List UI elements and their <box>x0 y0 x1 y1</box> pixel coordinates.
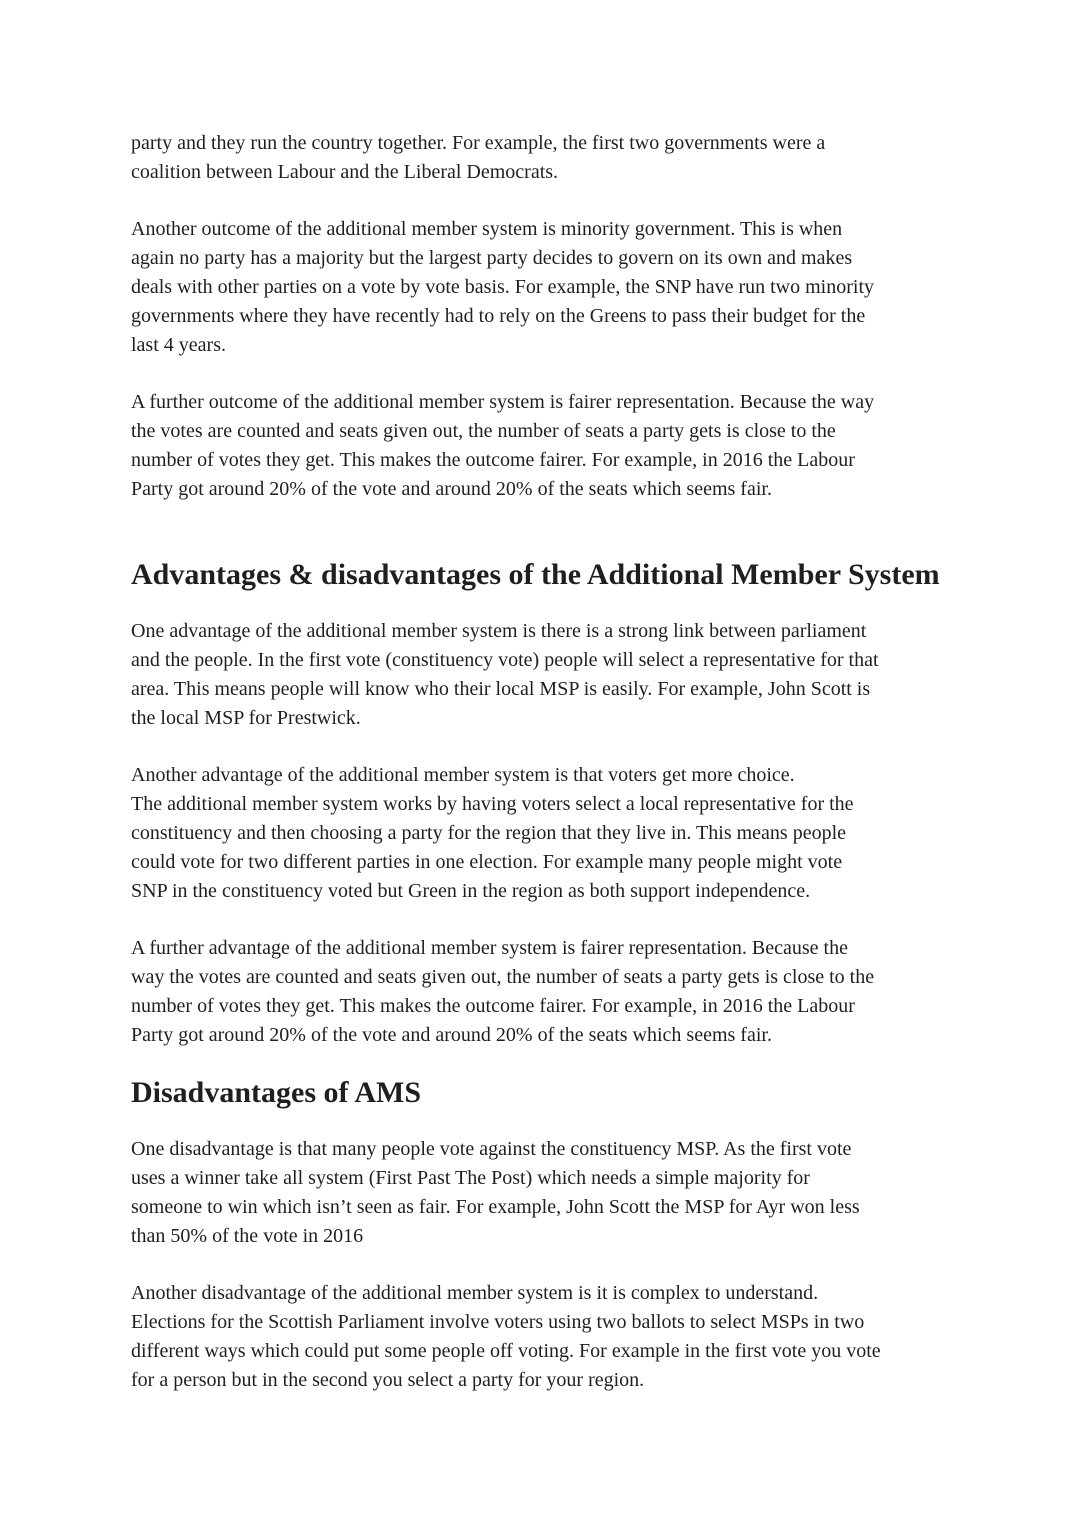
paragraph-more-choice <box>131 761 960 906</box>
text-line: governments where they have recently had to rely on the Greens to pass their budget for the <box>131 305 866 327</box>
section-heading-advantages-disadvantages: Advantages & disadvantages of the Additional Member System <box>131 558 940 591</box>
text-line: than 50% of the vote in 2016 <box>131 1225 364 1247</box>
text-line: constituency and then choosing a party for the region that they live in. This means people <box>131 822 846 844</box>
text-line: A further outcome of the additional member system is fairer representation. Because the way <box>131 391 875 413</box>
text-line: different ways which could put some people off voting. For example in the first vote you vote <box>131 1340 881 1362</box>
text-line: Another disadvantage of the additional member system is it is complex to understand. <box>131 1282 819 1304</box>
section-heading-disadvantages-ams: Disadvantages of AMS <box>131 1076 422 1109</box>
paragraph-vote-against-msp <box>131 1135 960 1251</box>
text-line: One disadvantage is that many people vote against the constituency MSP. As the first vote <box>131 1138 852 1160</box>
text-line: could vote for two different parties in one election. For example many people might vote <box>131 851 843 873</box>
text-line: again no party has a majority but the largest party decides to govern on its own and makes <box>131 247 853 269</box>
text-line: for a person but in the second you select a party for your region. <box>131 1369 645 1391</box>
text-line: Elections for the Scottish Parliament involve voters using two ballots to select MSPs in two <box>131 1311 865 1333</box>
text-line: coalition between Labour and the Liberal Democrats. <box>131 161 559 183</box>
paragraph-fairer-representation-outcome <box>131 388 960 504</box>
text-line: area. This means people will know who their local MSP is easily. For example, John Scott is <box>131 678 871 700</box>
text-line: number of votes they get. This makes the outcome fairer. For example, in 2016 the Labour <box>131 449 855 471</box>
paragraph-minority-government <box>131 215 960 360</box>
text-line: Another advantage of the additional member system is that voters get more choice. <box>131 764 795 786</box>
text-line: Party got around 20% of the vote and around 20% of the seats which seems fair. <box>131 478 772 500</box>
text-line: number of votes they get. This makes the outcome fairer. For example, in 2016 the Labour <box>131 995 855 1017</box>
text-line: deals with other parties on a vote by vote basis. For example, the SNP have run two minority <box>131 276 875 298</box>
text-line: Party got around 20% of the vote and around 20% of the seats which seems fair. <box>131 1024 772 1046</box>
text-line: way the votes are counted and seats given out, the number of seats a party gets is close to the <box>131 966 875 988</box>
text-line: the votes are counted and seats given out, the number of seats a party gets is close to the <box>131 420 836 442</box>
text-line: The additional member system works by having voters select a local representative for the <box>131 793 854 815</box>
paragraph-fairer-representation-advantage <box>131 934 960 1050</box>
paragraph-coalition <box>131 129 960 187</box>
paragraph-complex-to-understand <box>131 1279 960 1395</box>
paragraph-strong-link <box>131 617 960 733</box>
text-line: and the people. In the first vote (constituency vote) people will select a representative for that <box>131 649 879 671</box>
text-line: One advantage of the additional member system is there is a strong link between parliament <box>131 620 867 642</box>
text-line: Another outcome of the additional member system is minority government. This is when <box>131 218 843 240</box>
text-line: someone to win which isn’t seen as fair. For example, John Scott the MSP for Ayr won less <box>131 1196 860 1218</box>
text-line: the local MSP for Prestwick. <box>131 707 361 729</box>
text-line: SNP in the constituency voted but Green in the region as both support independence. <box>131 880 811 902</box>
text-line: party and they run the country together. For example, the first two governments were a <box>131 132 826 154</box>
text-line: last 4 years. <box>131 334 226 356</box>
text-line: uses a winner take all system (First Past The Post) which needs a simple majority for <box>131 1167 810 1189</box>
text-line: A further advantage of the additional member system is fairer representation. Because the <box>131 937 848 959</box>
